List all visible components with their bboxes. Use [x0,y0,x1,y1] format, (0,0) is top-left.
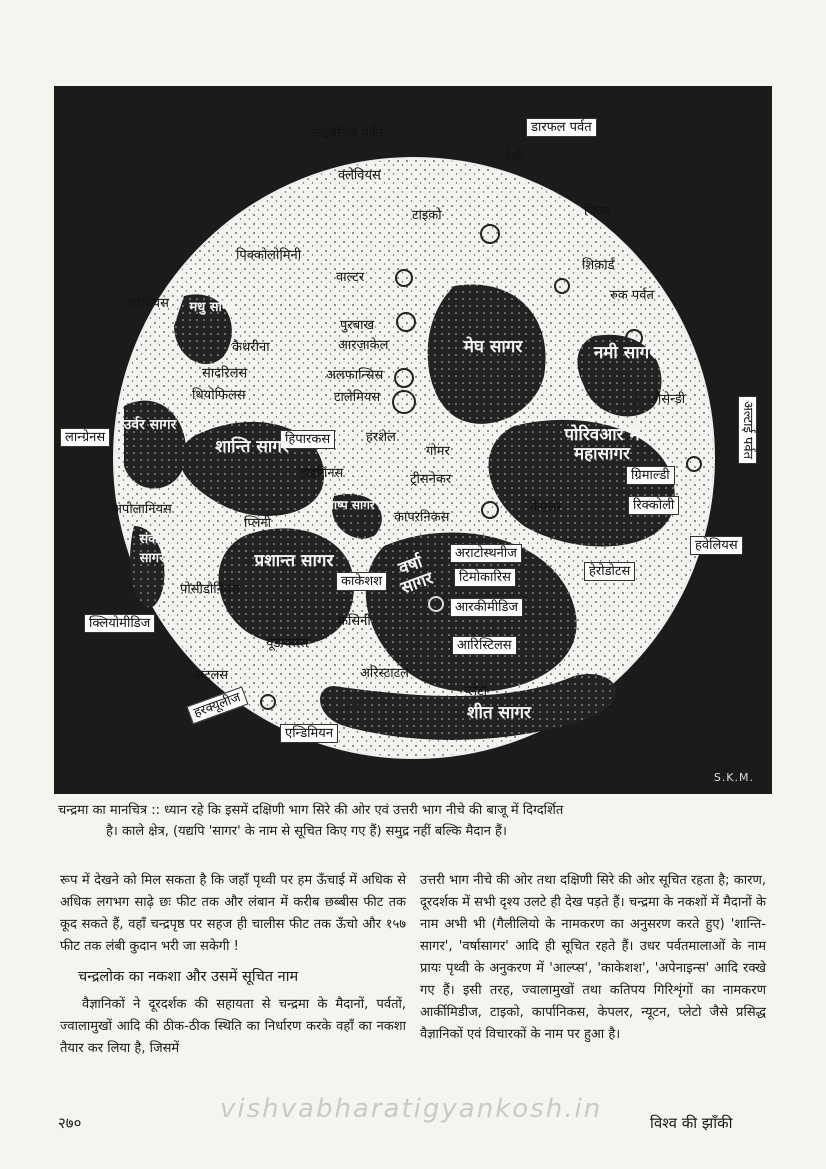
map-label-catharina: कैथरीना [232,340,270,355]
map-label-cyrillus: सादरिलस [202,366,248,381]
map-label-cleomedes: क्लियोमीडिज [84,614,155,633]
running-title: विश्व की झाँकी [650,1114,733,1132]
caption-line-1: चन्द्रमा का मानचित्र :: ध्यान रहे कि इसमें दक्षिणी भाग सिरे की ओर एवं उत्तरी भाग नीचे की बाजू में दिग्दर्शित [58,803,564,818]
paragraph: रूप में देखने को मिल सकता है कि जहाँ पृथ्वी पर हम ऊँचाई में अधिक से अधिक लगभग साढ़े छः फीट तक और लंबान में करीब छब्बीस फीट तक कूद सकते हैं, वहाँ चन्द्रपृष्ठ पर सहज ही चालीस फीट तक ऊँचो और १५७ फीट तक लंबी कुदान भरी जा सकेगी ! [60,873,406,954]
map-label-purbach: पुरबाख [340,318,375,333]
map-label-eratosthenes: अराटोस्थनीज [450,544,522,563]
map-label-plinius: प्लिनी [244,516,272,531]
map-label-kepler: केपलर [530,500,562,515]
sea-label-frigoris: शीत सागर [467,703,531,723]
map-label-hipparchus: हिपारकस [280,430,335,449]
map-label-eudoxus: यूडाक्सस [266,636,309,651]
map-label-hercules: हरक्यूलीज [187,687,249,725]
section-heading: चन्द्रलोक का नकशा और उसमें सूचित नाम [78,969,299,985]
sea-label-fecunditatis: उर्वर सागर [123,417,177,433]
map-label-cassini: कसिनी [338,614,371,629]
map-label-ptolemaeus: टालेमियस [334,390,381,405]
map-label-endymion: एन्डिमियन [280,724,338,743]
paragraph: उत्तरी भाग नीचे की ओर तथा दक्षिणी सिरे की ओर सूचित रहता है; कारण, दूरदर्शक में सभी दृश्य उलटे ही देख पड़ते हैं। चन्द्रमा के नकशों में मैदानों के नाम अभी भी (गैलीलियो के नामकरण का अनुसरण करते हुए) 'शान्ति-सागर', 'वर्षासागर' आदि ही सूचित रहते हैं। उधर पर्वतमालाओं के नाम प्रायः पृथ्वी के अनुकरण में 'आल्प्स', 'काकेशश', 'अपेनाइन्स' आदि रक्खे गए हैं। इसी तरह, ज्वालामुखों तथा कतिपय गिरिशृंगों का नामकरण आर्कीमिडीज, टाइको, कार्पानिकस, केपलर, न्यूटन, प्लेटो जैसे प्रसिद्ध वैज्ञानिकों एवं विचारकों के नाम पर हुआ है। [420,873,766,1042]
map-label-hyginus: हाइगिनस [300,466,344,481]
map-caption [58,800,770,842]
map-label-plato: प्लेटो [464,684,487,699]
map-label-grimaldi: ग्रिमाल्डी [626,466,675,485]
map-label-altai: अल्टाई पर्वत [738,396,757,464]
map-label-apollonius: अपोलानियस [112,502,172,517]
map-label-schiller: शिलर [584,204,611,219]
left-column [60,870,406,1060]
map-label-archimedes: आरकीमीडिज [450,598,523,617]
moon-map [54,86,772,794]
map-label-rook: रुक पर्वत [610,288,654,303]
map-label-posidonius: पोसीडोनियस [180,582,241,597]
map-label-atlas: अटलस [194,668,229,683]
map-label-walter: वाल्टर [336,270,365,285]
caption-line-2: है। काले क्षेत्र, (यद्यपि 'सागर' के नाम से सूचित किए गए हैं) समुद्र नहीं बल्कि मैदान हैं। [106,824,507,839]
sea-label-serenitatis: प्रशान्त सागर [254,551,334,571]
map-label-gomar: गोमर [426,444,450,459]
map-label-caucasus: काकेशश [336,572,387,591]
sea-label-vaporum: वाष्प सागर [327,498,375,512]
map-label-theophilus: थियोफिलस [192,388,246,403]
map-label-copernicus: कापरनिकस [394,510,450,525]
map-label-herschel: हरशेल [366,430,396,445]
moon-disc-drawing [54,86,772,794]
map-label-leibnitz: लाइबनिज पर्वत [311,126,384,141]
sea-label-humorum: नमी सागर [593,343,657,363]
map-label-herodotus: हेरोडोटस [584,562,635,581]
map-label-piccolomini: पिक्कोलोमिनी [236,248,302,263]
map-label-schickard: शिकार्ड [582,258,615,273]
map-label-riccioli: रिक्कोली [628,496,679,515]
map-label-langrenus: लान्ग्रेनस [60,428,110,447]
paragraph: वैज्ञानिकों ने दूरदर्शक की सहायता से चन्द्रमा के मैदानों, पर्वतों, ज्वालामुखों आदि की ठीक-ठीक स्थिति का निर्धारण करके वहाँ का नकशा तैयार कर लिया है, जिसमें [60,997,406,1056]
artist-signature: S.K.M. [713,771,754,784]
map-label-hevelius: हवेलियस [690,536,743,555]
sea-label-imbrium: वर्षा सागर [396,552,436,599]
sea-label-nubium: मेघ सागर [463,337,523,357]
right-column [420,870,766,1046]
sea-label-nectaris: मधु सागर [189,300,235,315]
map-label-aristillus: आरिस्टिलस [452,636,517,655]
sea-label-tranquillitatis: शान्ति सागर [215,437,289,457]
map-label-tycho: टाइको [412,208,442,223]
map-label-triesnecker: ट्रीसनेकर [410,472,452,487]
map-label-dorfel: डारफल पर्वत [526,118,597,137]
sea-label-procellarum: पोरिवआर में महासागर [564,425,640,464]
map-label-arzachel: आरज़ाकेल [338,338,389,353]
map-label-clavius: क्लेवियस [338,168,381,183]
map-label-aristoteles: अरिस्टाटल [360,666,409,681]
map-label-petavius: पटेवियस [128,296,169,311]
map-label-bailey: वेली [504,150,524,165]
watermark: vishvabharatigyankosh.in [220,1094,603,1124]
map-label-alphonsus: अलफान्सिस [326,368,384,383]
map-label-timocharis: टिमोकारिस [454,568,516,587]
page-number: २७० [58,1114,82,1132]
map-label-gassendi: गैसेन्डी [654,392,686,407]
sea-label-crisium: संकट सागर [139,532,165,566]
